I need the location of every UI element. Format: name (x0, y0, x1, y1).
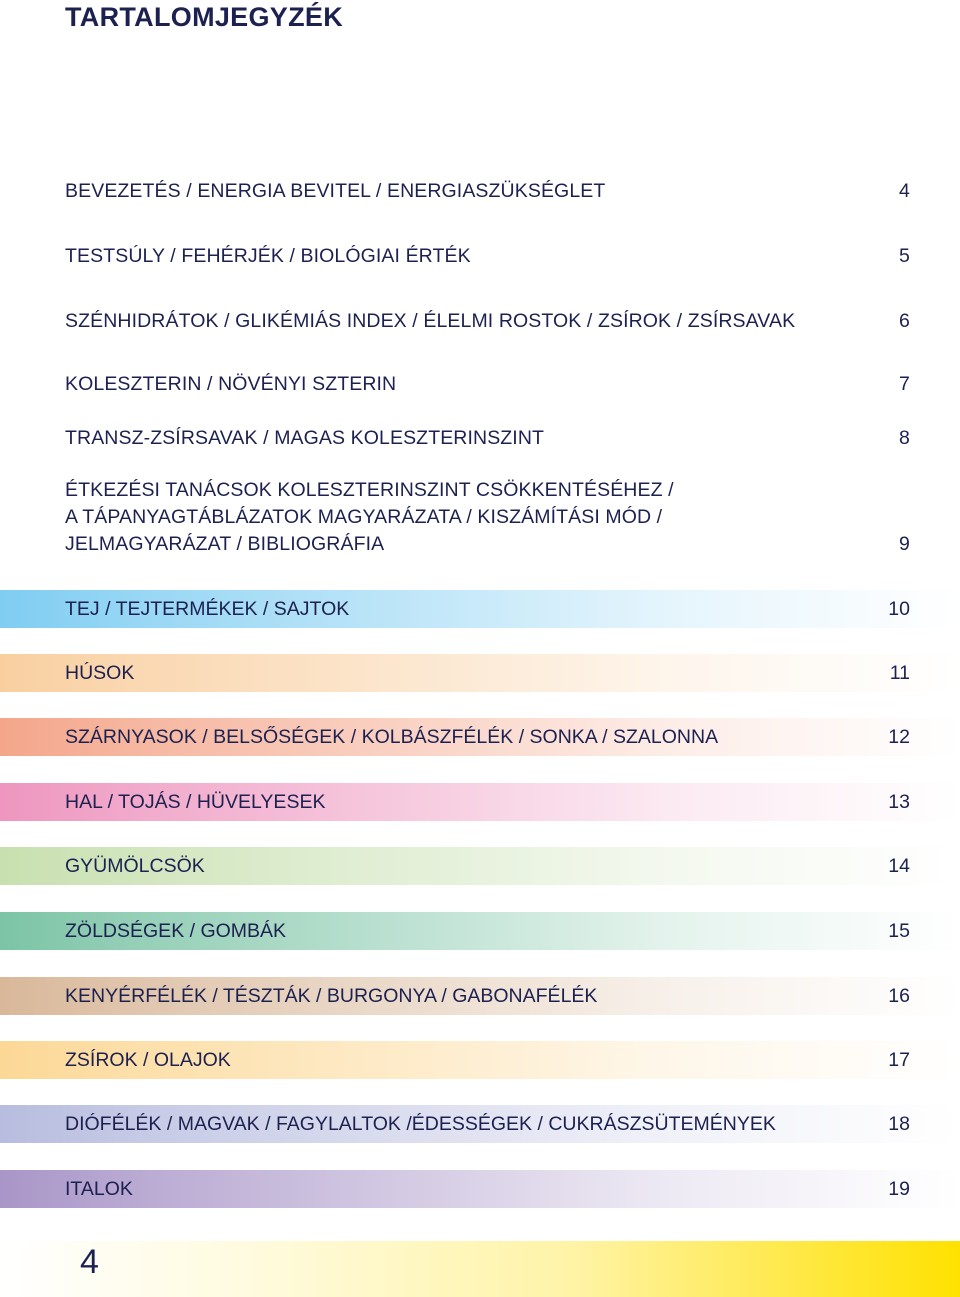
toc-entry-page: 19 (888, 1178, 910, 1200)
toc-entry-title: GYÜMÖLCSÖK (65, 855, 205, 877)
toc-band-entry[interactable] (0, 912, 960, 950)
toc-entry-title: BEVEZETÉS / ENERGIA BEVITEL / ENERGIASZÜKSÉGLET (65, 180, 606, 202)
page-number: 4 (80, 1243, 99, 1281)
toc-entry-title: SZÁRNYASOK / BELSŐSÉGEK / KOLBÁSZFÉLÉK / SONKA / SZALONNA (65, 726, 719, 748)
toc-entry-page: 6 (899, 310, 910, 332)
toc-band-entry[interactable] (0, 1041, 960, 1079)
toc-band-entry[interactable] (0, 847, 960, 885)
toc-entry-title: KOLESZTERIN / NÖVÉNYI SZTERIN (65, 373, 397, 395)
toc-entry-title-line: A TÁPANYAGTÁBLÁZATOK MAGYARÁZATA / KISZÁMÍTÁSI MÓD / (65, 506, 663, 528)
toc-band-entry[interactable] (0, 783, 960, 821)
toc-entry-page: 4 (899, 180, 910, 202)
toc-entry-page: 5 (899, 245, 910, 267)
toc-entry-page: 18 (888, 1113, 910, 1135)
toc-entry-title: SZÉNHIDRÁTOK / GLIKÉMIÁS INDEX / ÉLELMI ROSTOK / ZSÍROK / ZSÍRSAVAK (65, 310, 796, 332)
toc-entry-title: TRANSZ-ZSÍRSAVAK / MAGAS KOLESZTERINSZINT (65, 427, 545, 449)
toc-entry-page: 17 (888, 1049, 910, 1071)
toc-band-entry[interactable] (0, 1170, 960, 1208)
toc-entry-title: ITALOK (65, 1178, 133, 1200)
toc-entry-title: ZÖLDSÉGEK / GOMBÁK (65, 920, 287, 942)
toc-entry-page: 13 (888, 791, 910, 813)
toc-band-entry[interactable] (0, 977, 960, 1015)
toc-entry-page: 11 (889, 662, 910, 684)
toc-entry-page: 16 (888, 985, 910, 1007)
toc-entry-page: 14 (888, 855, 910, 877)
toc-entry-page: 12 (888, 726, 910, 748)
toc-entry-page: 10 (888, 598, 910, 620)
toc-entry[interactable] (0, 477, 960, 558)
toc-band-entry[interactable] (0, 718, 960, 756)
toc-entry-title-line: JELMAGYARÁZAT / BIBLIOGRÁFIA (65, 533, 385, 555)
toc-band-entry[interactable] (0, 590, 960, 628)
toc-entry-title-line: ÉTKEZÉSI TANÁCSOK KOLESZTERINSZINT CSÖKKENTÉSÉHEZ / (65, 479, 674, 501)
toc-entry-title: ZSÍROK / OLAJOK (65, 1049, 231, 1071)
toc-entry-title: HAL / TOJÁS / HÜVELYESEK (65, 791, 326, 813)
toc-entry-title: HÚSOK (65, 662, 135, 684)
toc-band-entry[interactable] (0, 654, 960, 692)
toc-entry-page: 9 (899, 533, 910, 555)
toc-entry-title: KENYÉRFÉLÉK / TÉSZTÁK / BURGONYA / GABONAFÉLÉK (65, 985, 598, 1007)
toc-entry-page: 15 (888, 920, 910, 942)
footer-gradient-band (0, 1241, 960, 1297)
toc-band-entry[interactable] (0, 1105, 960, 1143)
toc-entry-page: 8 (899, 427, 910, 449)
toc-entry-title: TESTSÚLY / FEHÉRJÉK / BIOLÓGIAI ÉRTÉK (65, 245, 471, 267)
toc-entry-page: 7 (899, 373, 910, 395)
toc-entry-title: DIÓFÉLÉK / MAGVAK / FAGYLALTOK /ÉDESSÉGEK / CUKRÁSZSÜTEMÉNYEK (65, 1113, 776, 1135)
page-title: TARTALOMJEGYZÉK (65, 2, 343, 32)
toc-entry-title: TEJ / TEJTERMÉKEK / SAJTOK (65, 598, 350, 620)
